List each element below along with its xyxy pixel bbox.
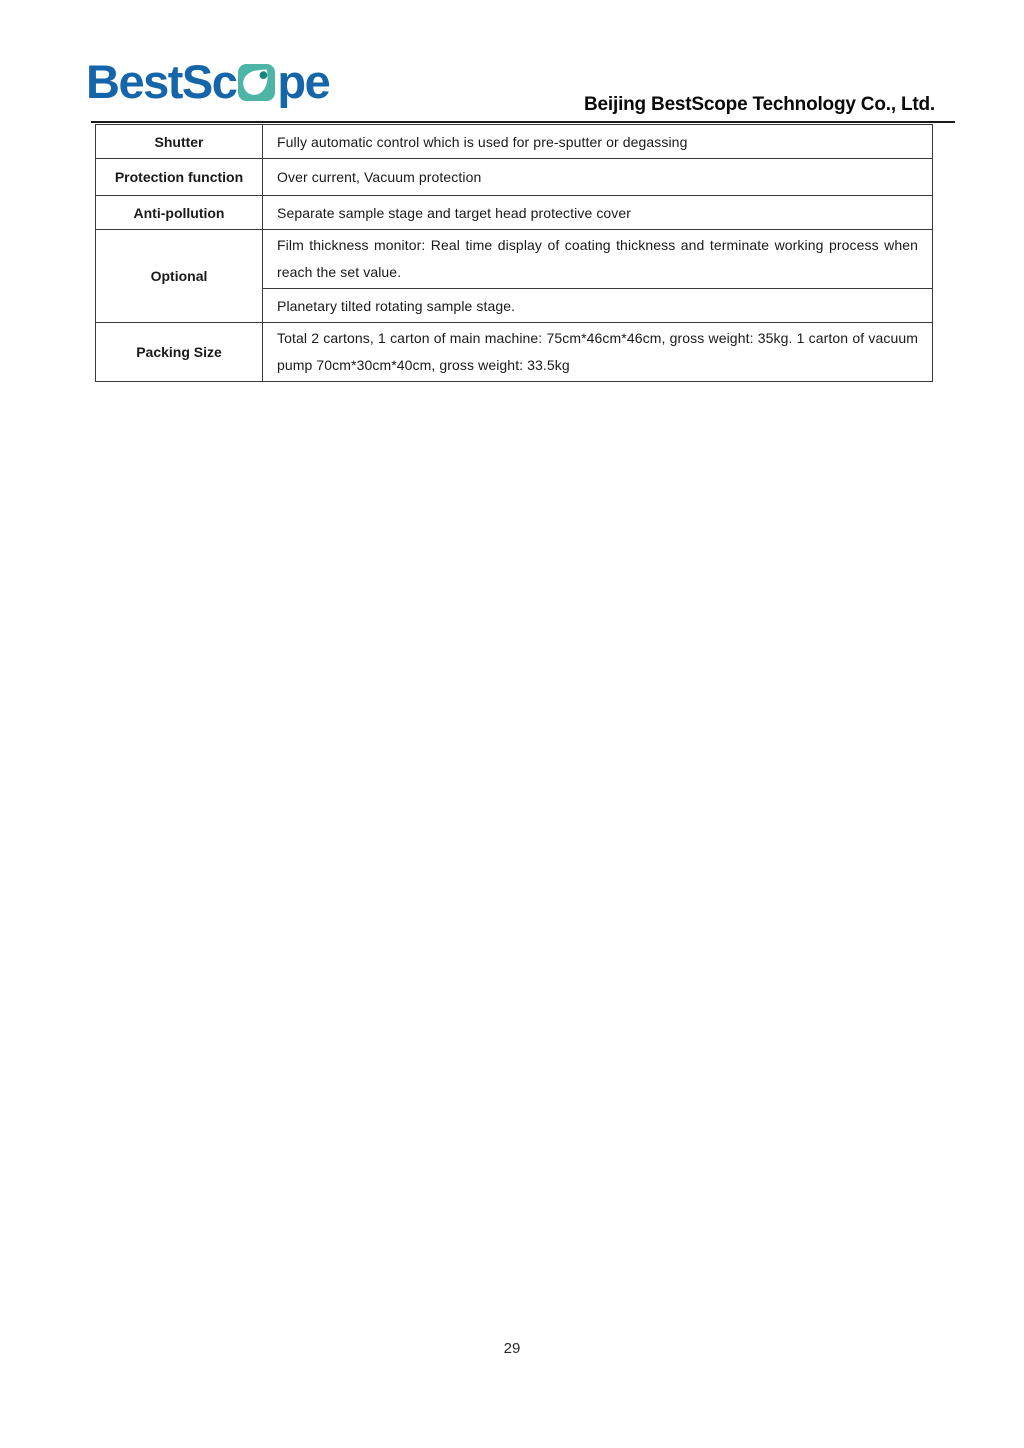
row-content: Fully automatic control which is used for pre-sputter or degassing <box>263 125 933 159</box>
table-row-anti-pollution <box>96 196 933 230</box>
table-row-optional <box>96 230 933 289</box>
company-name: Beijing BestScope Technology Co., Ltd. <box>584 94 935 115</box>
bestscope-logo-o-icon <box>238 61 275 98</box>
row-content: Total 2 cartons, 1 carton of main machine: 75cm*46cm*46cm, gross weight: 35kg. 1 carton of vacuum pump 70cm*30cm*40cm, gross weight: 33.5kg <box>263 323 933 382</box>
logo-text-left: BestSc <box>86 55 237 108</box>
row-content: Film thickness monitor: Real time display of coating thickness and terminate working process when reach the set value. <box>263 230 933 289</box>
table-row-packing-size <box>96 323 933 382</box>
row-label: Shutter <box>96 125 263 159</box>
row-label: Packing Size <box>96 323 263 382</box>
table-row-protection-function <box>96 159 933 196</box>
spec-table <box>95 124 933 382</box>
logo-text-right: pe <box>277 55 330 108</box>
row-content: Over current, Vacuum protection <box>263 159 933 196</box>
bestscope-logo <box>86 55 330 108</box>
page-number: 29 <box>503 1340 521 1357</box>
row-content: Planetary tilted rotating sample stage. <box>263 289 933 323</box>
row-label: Protection function <box>96 159 263 196</box>
table-row-shutter <box>96 125 933 159</box>
row-label: Anti-pollution <box>96 196 263 230</box>
row-label: Optional <box>96 230 263 323</box>
header-divider <box>91 121 955 123</box>
row-content: Separate sample stage and target head protective cover <box>263 196 933 230</box>
